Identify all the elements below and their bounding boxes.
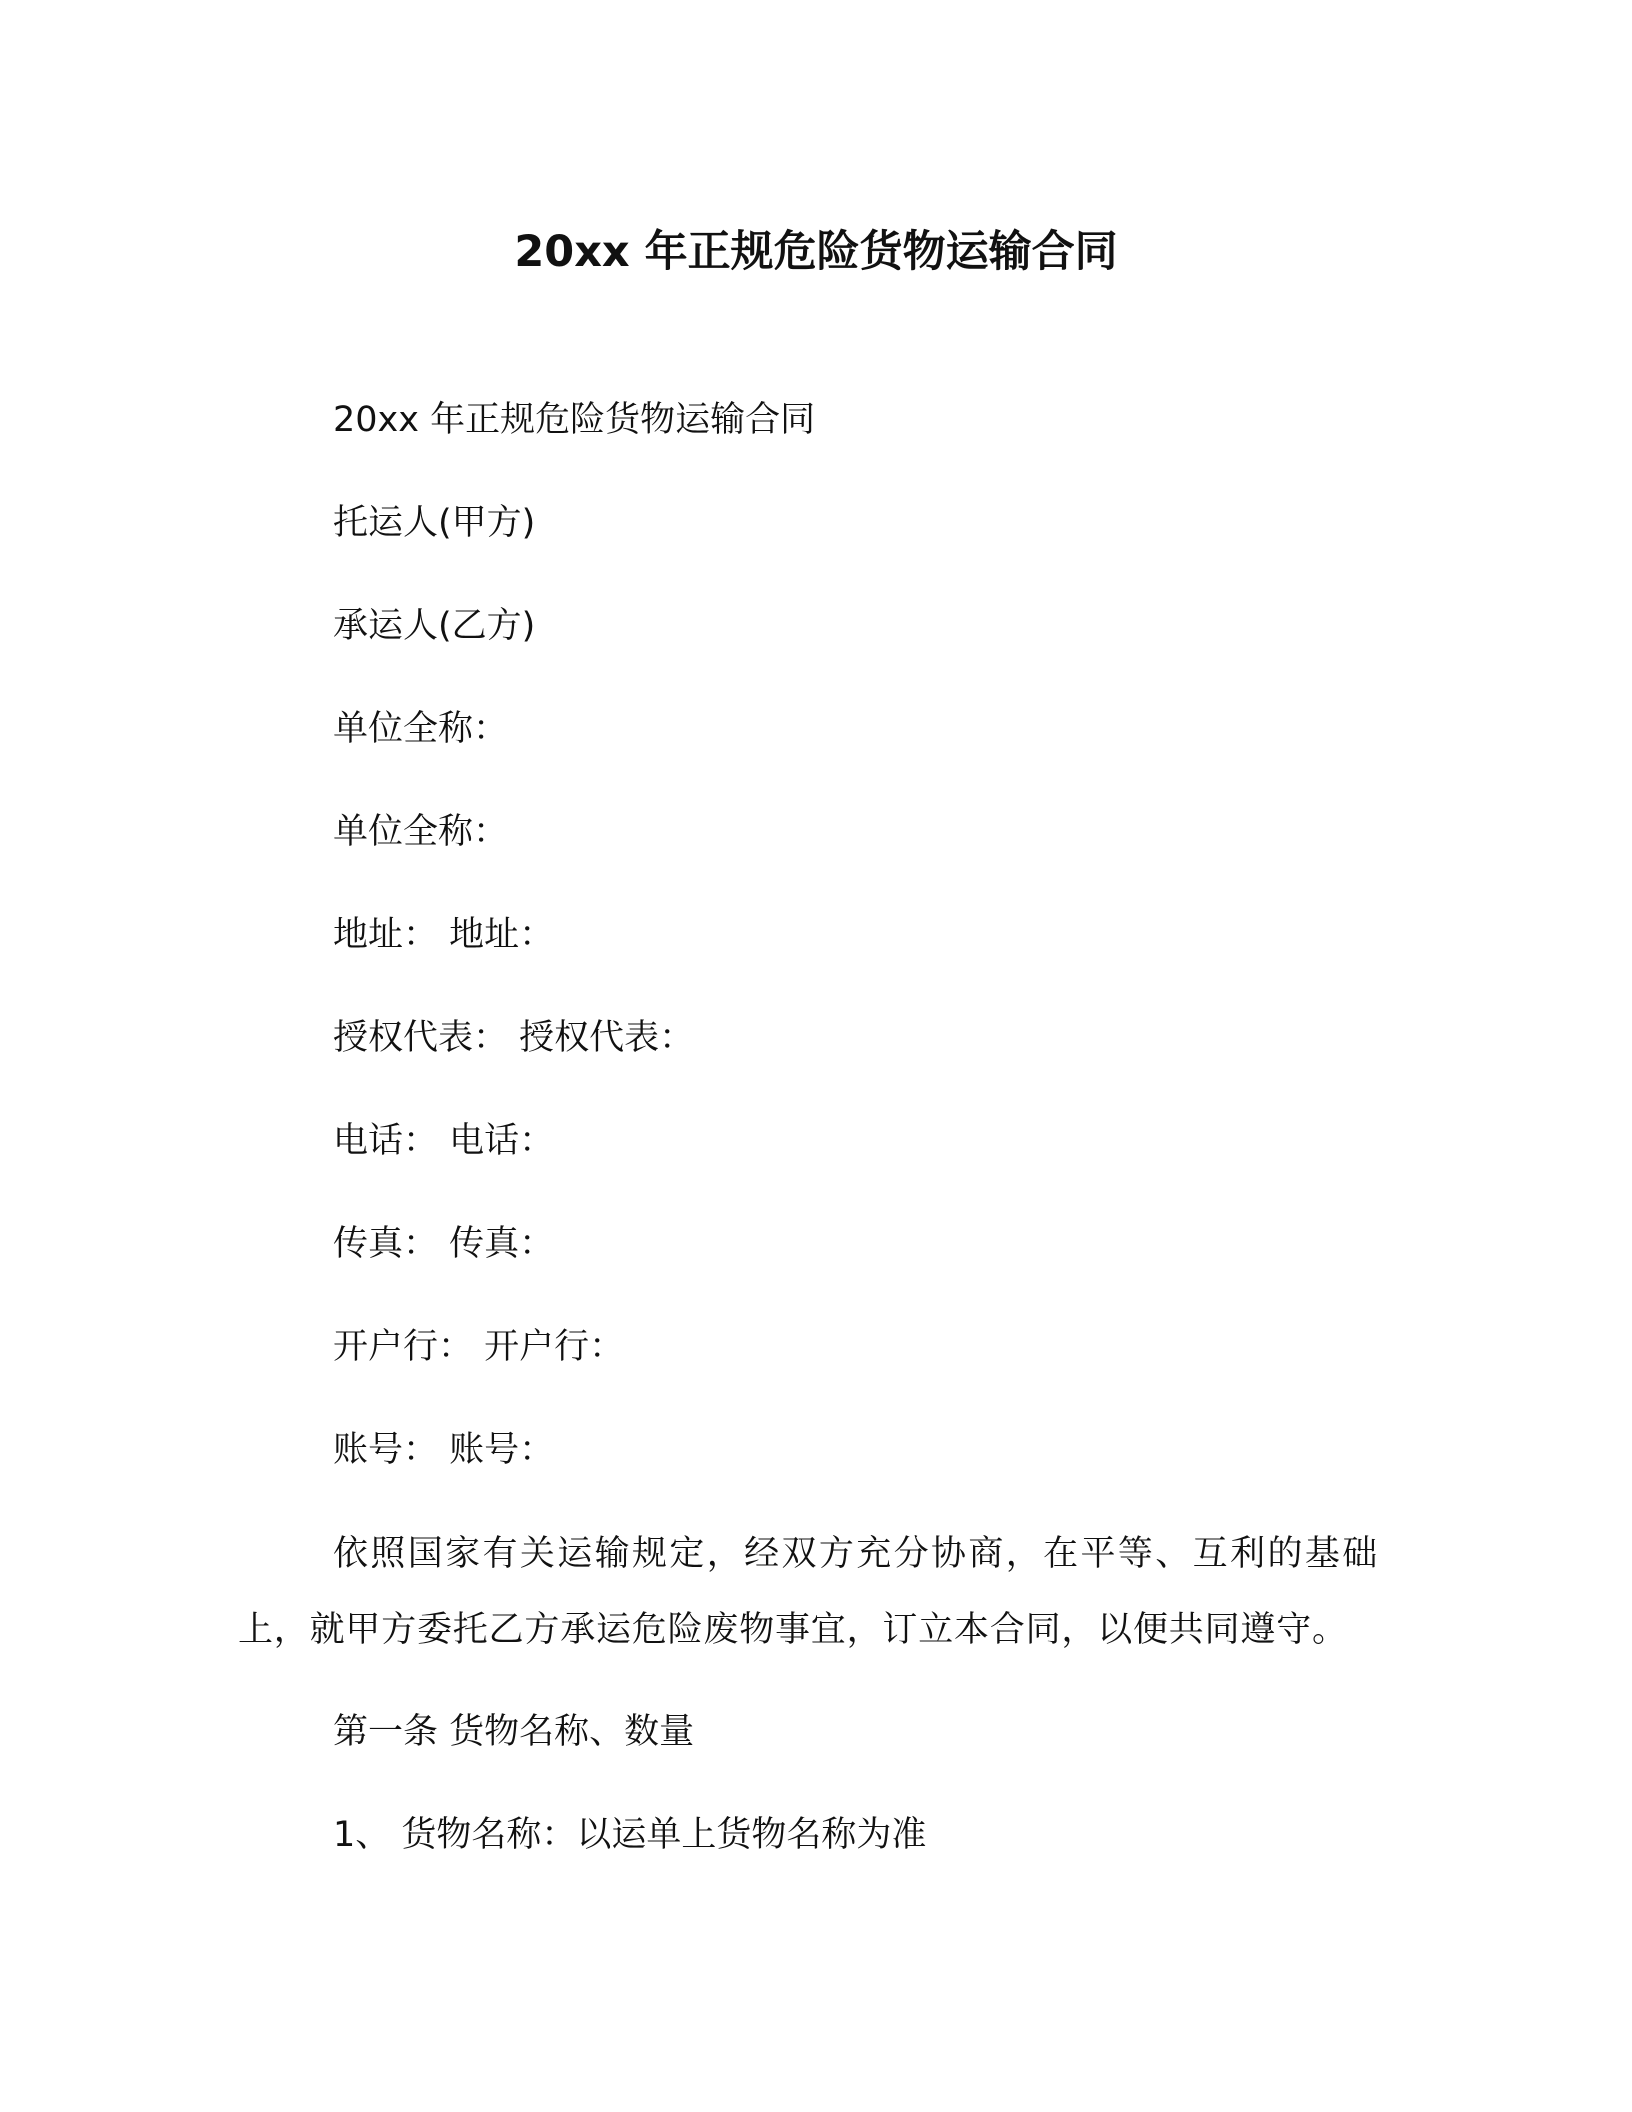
address-line: 地址： 地址： (333, 915, 555, 955)
fax-line: 传真： 传真： (333, 1224, 555, 1264)
intro-paragraph: 依照国家有关运输规定，经双方充分协商，在平等、互利的基础上，就甲方委托乙方承运危险废物事宜，订立本合同，以便共同遵守。 (238, 1534, 1378, 1650)
article-1-heading: 第一条 货物名称、数量 (333, 1712, 695, 1752)
account-number-line: 账号： 账号： (333, 1430, 555, 1470)
bank-line: 开户行： 开户行： (333, 1327, 625, 1367)
carrier-party-b: 承运人(乙方) (333, 606, 536, 646)
unit-full-name-a: 单位全称： (333, 709, 509, 749)
telephone-line: 电话： 电话： (333, 1121, 555, 1161)
article-1-item-1: 1、 货物名称：以运单上货物名称为准 (333, 1815, 927, 1855)
unit-full-name-b: 单位全称： (333, 812, 509, 852)
document-title: 20xx 年正规危险货物运输合同 (514, 227, 1118, 277)
shipper-party-a: 托运人(甲方) (333, 503, 536, 543)
authorized-representative-line: 授权代表： 授权代表： (333, 1018, 695, 1058)
document-subtitle: 20xx 年正规危险货物运输合同 (333, 400, 816, 440)
